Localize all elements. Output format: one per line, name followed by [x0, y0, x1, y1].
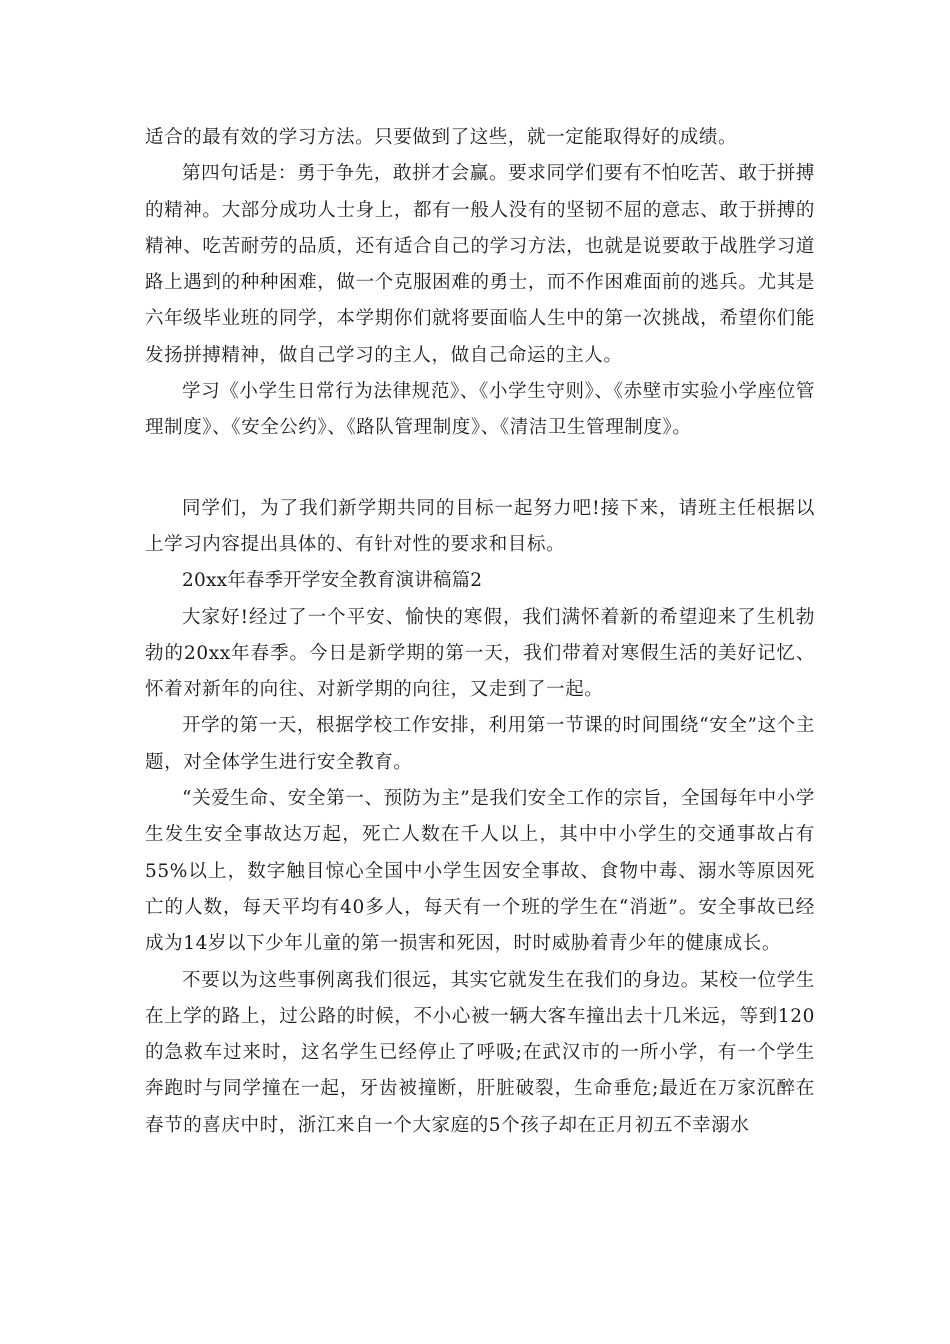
paragraph-greeting: 大家好!经过了一个平安、愉快的寒假，我们满怀着新的希望迎来了生机勃勃的20xx年春季。今日是新学期的第一天，我们带着对寒假生活的美好记忆、怀着对新年的向往、对新学期的向往，又走到了一起。: [145, 606, 815, 701]
paragraph-closing: 同学们，为了我们新学期共同的目标一起努力吧!接下来，请班主任根据以上学习内容提出具体的、有针对性的要求和目标。: [145, 497, 815, 555]
paragraph-fourth-point: 第四句话是：勇于争先，敢拼才会赢。要求同学们要有不怕吃苦、敢于拼搏的精神。大部分成功人士身上，都有一般人没有的坚韧不屈的意志、敢于拼搏的精神、吃苦耐劳的品质，还有适合自己的学习方法，也就是说要敢于战胜学习道路上遇到的种种困难，做一个克服困难的勇士，而不作困难面前的逃兵。尤其是六年级毕业班的同学，本学期你们就将要面临人生中的第一次挑战，希望你们能发扬拼搏精神，做自己学习的主人，做自己命运的主人。: [145, 163, 815, 366]
paragraph-study-rules: 学习《小学生日常行为法律规范》、《小学生守则》、《赤壁市实验小学座位管理制度》、《安全公约》、《路队管理制度》、《清洁卫生管理制度》。: [145, 381, 815, 439]
paragraph-safety-stats: “关爱生命、安全第一、预防为主”是我们安全工作的宗旨，全国每年中小学生发生安全事故达万起，死亡人数在千人以上，其中中小学生的交通事故占有55%以上，数字触目惊心全国中小学生因安全事故、食物中毒、溺水等原因死亡的人数，每天平均有40多人，每天有一个班的学生在“消逝”。安全事故已经成为14岁以下少年儿童的第一损害和死因，时时威胁着青少年的健康成长。: [145, 788, 815, 955]
document-body: [145, 120, 815, 1144]
paragraph-gap: [145, 447, 815, 491]
paragraph-first-day: 开学的第一天，根据学校工作安排，利用第一节课的时间围绕“安全”这个主题，对全体学生进行安全教育。: [145, 715, 815, 773]
paragraph-continuation: 适合的最有效的学习方法。只要做到了这些，就一定能取得好的成绩。: [145, 127, 738, 148]
section-heading: 20xx年春季开学安全教育演讲稿篇2: [182, 570, 483, 592]
paragraph-examples: 不要以为这些事例离我们很远，其实它就发生在我们的身边。某校一位学生在上学的路上，过公路的时候，不小心被一辆大客车撞出去十几米远，等到120的急救车过来时，这名学生已经停止了呼吸;在武汉市的一所小学，有一个学生奔跑时与同学撞在一起，牙齿被撞断，肝脏破裂，生命垂危;最近在万家沉醉在春节的喜庆中时，浙江来自一个大家庭的5个孩子却在正月初五不幸溺水: [145, 969, 815, 1136]
